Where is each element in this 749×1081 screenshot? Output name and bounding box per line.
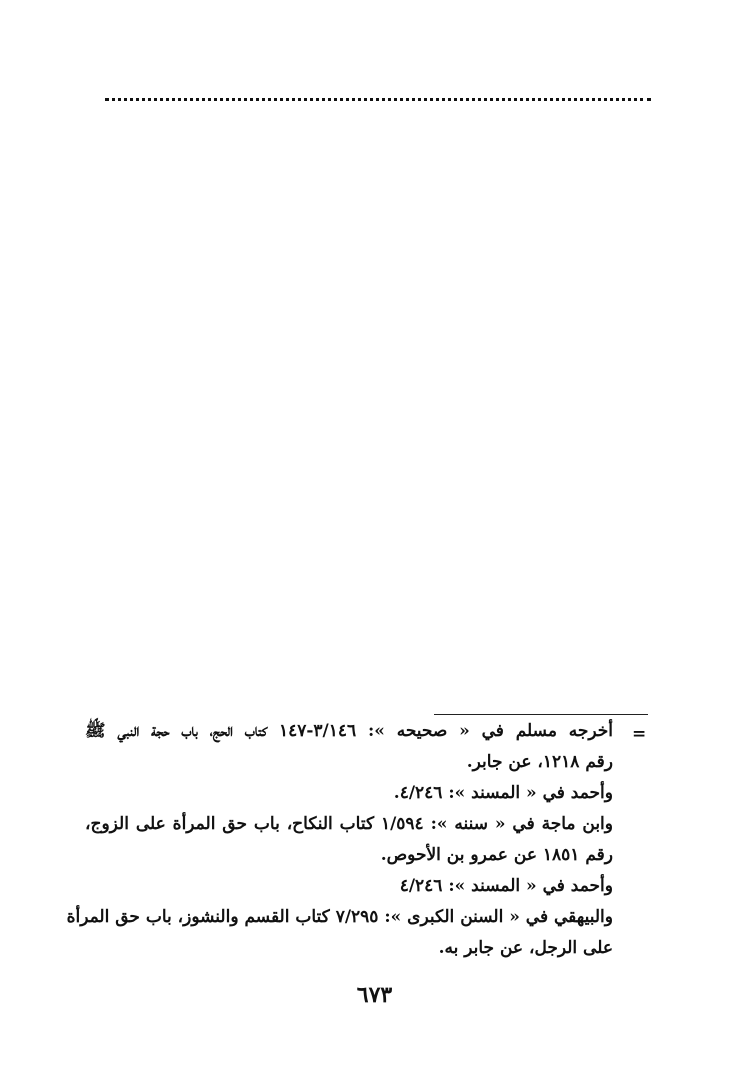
- footnote-line: أخرجه مسلم في « صحيحه »: ٣/١٤٦-١٤٧ كتاب الحج، باب حجة النبي ﷺ: [85, 721, 613, 741]
- dotted-separator: [105, 98, 651, 101]
- footnote-block: [66, 716, 613, 964]
- continuation-mark: =: [632, 724, 647, 744]
- footnote-line: على الرجل، عن جابر به.: [438, 938, 613, 958]
- footnote-separator: [434, 714, 648, 715]
- footnote-line: رقم ١٢١٨، عن جابر.: [466, 752, 613, 772]
- footnote-line: وابن ماجة في « سننه »: ١/٥٩٤ كتاب النكاح، باب حق المرأة على الزوج،: [85, 814, 613, 834]
- page-number: ٦٧٣: [356, 982, 393, 1008]
- footnote-line: وأحمد في « المسند »: ٤/٢٤٦: [399, 876, 613, 896]
- footnote-line: رقم ١٨٥١ عن عمرو بن الأحوص.: [380, 845, 613, 865]
- footnote-line: وأحمد في « المسند »: ٤/٢٤٦.: [393, 783, 613, 803]
- footnote-line: والبيهقي في « السنن الكبرى »: ٧/٢٩٥ كتاب القسم والنشوز، باب حق المرأة: [66, 907, 613, 927]
